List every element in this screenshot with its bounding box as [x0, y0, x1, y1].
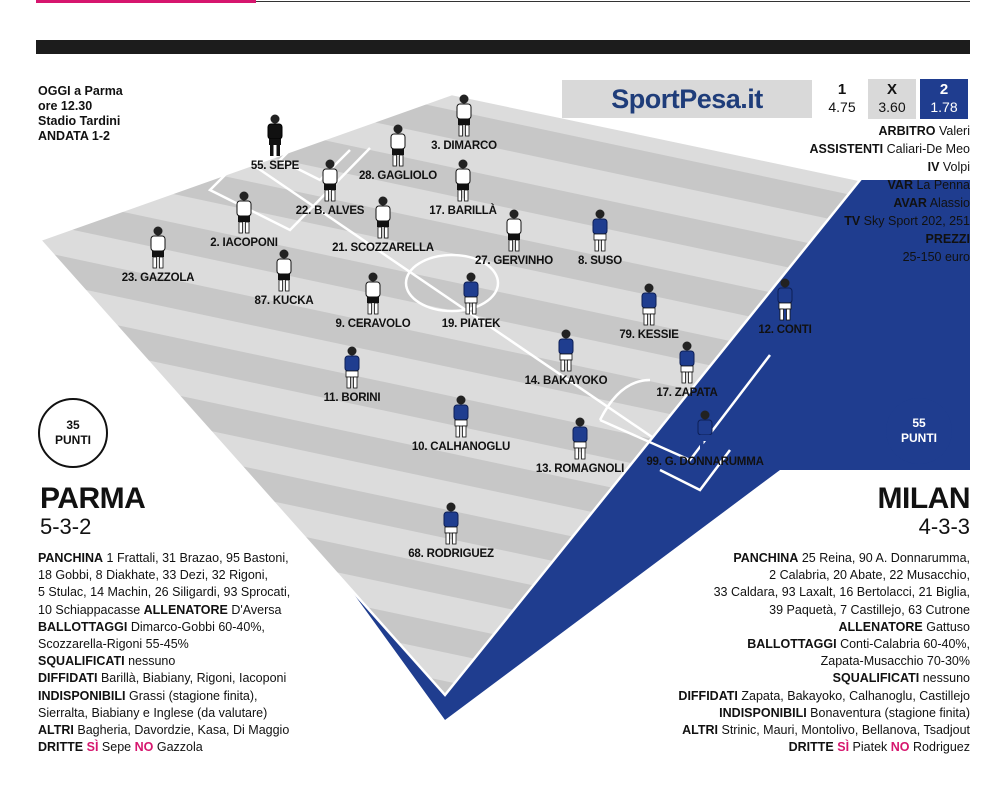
- parma-team-name: PARMA: [40, 482, 146, 515]
- milan-booked: DIFFIDATI Zapata, Bakayoko, Calhanoglu, Castillejo: [678, 688, 970, 703]
- official-assistants: ASSISTENTI Caliari-De Meo: [809, 142, 970, 156]
- parma-bench-line: 18 Gobbi, 8 Diakhate, 33 Dezi, 32 Rigoni,: [38, 568, 268, 583]
- prices-label: PREZZI: [925, 232, 970, 246]
- player-label: 12. CONTI: [758, 324, 812, 336]
- match-info: [38, 84, 123, 144]
- official-var: VAR La Penna: [887, 178, 970, 192]
- milan-doubts-line: Zapata-Musacchio 70-30%: [820, 654, 970, 669]
- player-label: 22. B. ALVES: [295, 205, 365, 217]
- player-figure-icon: [453, 159, 473, 203]
- player-label: 17. ZAPATA: [656, 387, 718, 399]
- sponsor-logo: [562, 80, 812, 118]
- sponsor-name: SportPesa.it: [611, 83, 763, 114]
- milan-bench-line: 39 Paquetà, 7 Castillejo, 63 Cutrone: [769, 602, 970, 617]
- player-label: 55. SEPE: [250, 160, 300, 172]
- player-label: 11. BORINI: [323, 392, 381, 404]
- odds-value: 3.60: [878, 99, 906, 115]
- player-label: 79. KESSIE: [619, 329, 679, 341]
- player-figure-icon: [320, 159, 340, 203]
- player-label: 99. G. DONNARUMMA: [646, 456, 764, 468]
- parma-suspended: SQUALIFICATI nessuno: [38, 654, 176, 669]
- milan-tips: DRITTE SÌ Piatek NO Rodriguez: [788, 740, 970, 755]
- parma-unavailable-line: Sierralta, Biabiany e Inglese (da valutare): [38, 705, 268, 720]
- player-label: 87. KUCKA: [254, 295, 314, 307]
- odds-away: [920, 79, 968, 119]
- parma-others: ALTRI Bagheria, Davordzie, Kasa, Di Maggio: [38, 723, 290, 738]
- parma-bench: PANCHINA 1 Frattali, 31 Brazao, 95 Bastoni,: [38, 551, 289, 565]
- player-figure-icon: [590, 209, 610, 253]
- points-label: PUNTI: [901, 431, 937, 445]
- match-first-leg: ANDATA 1-2: [38, 129, 110, 143]
- parma-bench-line: 5 Stulac, 14 Machin, 26 Siligardi, 93 Sprocati,: [38, 585, 291, 600]
- parma-coach: 10 Schiappacasse ALLENATORE D'Aversa: [38, 602, 282, 617]
- player-label: 10. CALHANOGLU: [411, 441, 511, 453]
- player-figure-icon: [570, 417, 590, 461]
- parma-doubts: BALLOTTAGGI Dimarco-Gobbi 60-40%,: [38, 619, 265, 634]
- match-venue-line: OGGI a Parma: [38, 84, 123, 98]
- parma-notes: [38, 550, 358, 756]
- player-figure-icon: [639, 283, 659, 327]
- milan-doubts: BALLOTTAGGI Conti-Calabria 60-40%,: [747, 637, 970, 652]
- player-figure-icon: [556, 329, 576, 373]
- player-label: 21. SCOZZARELLA: [332, 242, 434, 254]
- player-label: 3. DIMARCO: [431, 140, 497, 152]
- parma-unavailable: INDISPONIBILI Grassi (stagione finita),: [38, 688, 258, 703]
- odds-label: 2: [939, 81, 949, 98]
- player-label: 9. CERAVOLO: [335, 318, 411, 330]
- parma-tips: DRITTE SÌ Sepe NO Gazzola: [38, 740, 203, 755]
- milan-notes: [610, 550, 970, 756]
- milan-suspended: SQUALIFICATI nessuno: [832, 671, 970, 686]
- player-figure-icon: [265, 114, 285, 158]
- milan-bench-line: 2 Calabria, 20 Abate, 22 Musacchio,: [769, 568, 970, 583]
- player-figure-icon: [775, 278, 795, 322]
- player-label: 14. BAKAYOKO: [524, 375, 608, 387]
- points-value: 55: [912, 416, 926, 430]
- player-figure-icon: [677, 341, 697, 385]
- odds-home: [818, 79, 866, 119]
- odds-value: 4.75: [828, 99, 856, 115]
- player-label: 19. PIATEK: [441, 318, 501, 330]
- player-label: 8. SUSO: [578, 255, 622, 267]
- match-time: ore 12.30: [38, 99, 93, 113]
- officials-list: [810, 122, 970, 266]
- player-figure-icon: [373, 196, 393, 240]
- player-figure-icon: [388, 124, 408, 168]
- player-figure-icon: [363, 272, 383, 316]
- player-figure-icon: [234, 191, 254, 235]
- milan-coach: ALLENATORE Gattuso: [838, 619, 970, 634]
- odds-label: X: [886, 81, 897, 98]
- player-figure-icon: [695, 410, 715, 454]
- odds-value: 1.78: [930, 99, 958, 115]
- player-figure-icon: [454, 94, 474, 138]
- player-figure-icon: [148, 226, 168, 270]
- player-label: 28. GAGLIOLO: [358, 170, 438, 182]
- milan-team-name: MILAN: [877, 482, 970, 515]
- odds-label: 1: [837, 81, 847, 98]
- odds-draw: [868, 79, 916, 119]
- parma-doubts-line: Scozzarella-Rigoni 55-45%: [38, 637, 189, 652]
- player-label: 13. ROMAGNOLI: [535, 463, 625, 475]
- official-avar: AVAR Alassio: [893, 196, 970, 210]
- player-figure-icon: [274, 249, 294, 293]
- milan-others: ALTRI Strinic, Mauri, Montolivo, Bellanova, Tsadjout: [682, 723, 970, 738]
- milan-formation: 4-3-3: [918, 514, 970, 539]
- match-stadium: Stadio Tardini: [38, 114, 121, 128]
- parma-booked: DIFFIDATI Barillà, Biabiany, Rigoni, Iacoponi: [38, 671, 287, 686]
- player-figure-icon: [504, 209, 524, 253]
- player-figure-icon: [451, 395, 471, 439]
- points-label: PUNTI: [55, 433, 91, 447]
- points-value: 35: [66, 418, 80, 432]
- player-figure-icon: [441, 502, 461, 546]
- official-fourth: IV Volpi: [927, 160, 970, 174]
- player-label: 2. IACOPONI: [210, 237, 278, 249]
- milan-bench: PANCHINA 25 Reina, 90 A. Donnarumma,: [733, 551, 970, 565]
- milan-bench-line: 33 Caldara, 93 Laxalt, 16 Bertolacci, 21 Biglia,: [713, 585, 970, 600]
- milan-unavailable: INDISPONIBILI Bonaventura (stagione finita): [719, 705, 970, 720]
- player-figure-icon: [342, 346, 362, 390]
- player-label: 68. RODRIGUEZ: [408, 548, 494, 560]
- player-label: 27. GERVINHO: [475, 255, 553, 267]
- player-label: 23. GAZZOLA: [121, 272, 195, 284]
- milan-points-badge: [886, 398, 952, 464]
- player-label: 17. BARILLÀ: [429, 205, 497, 217]
- parma-formation: 5-3-2: [40, 514, 92, 539]
- parma-points-badge: [38, 398, 108, 468]
- prices-value: 25-150 euro: [902, 250, 970, 264]
- player-figure-icon: [461, 272, 481, 316]
- tv-coverage: TV Sky Sport 202, 251: [844, 214, 970, 228]
- official-referee: ARBITRO Valeri: [878, 124, 970, 138]
